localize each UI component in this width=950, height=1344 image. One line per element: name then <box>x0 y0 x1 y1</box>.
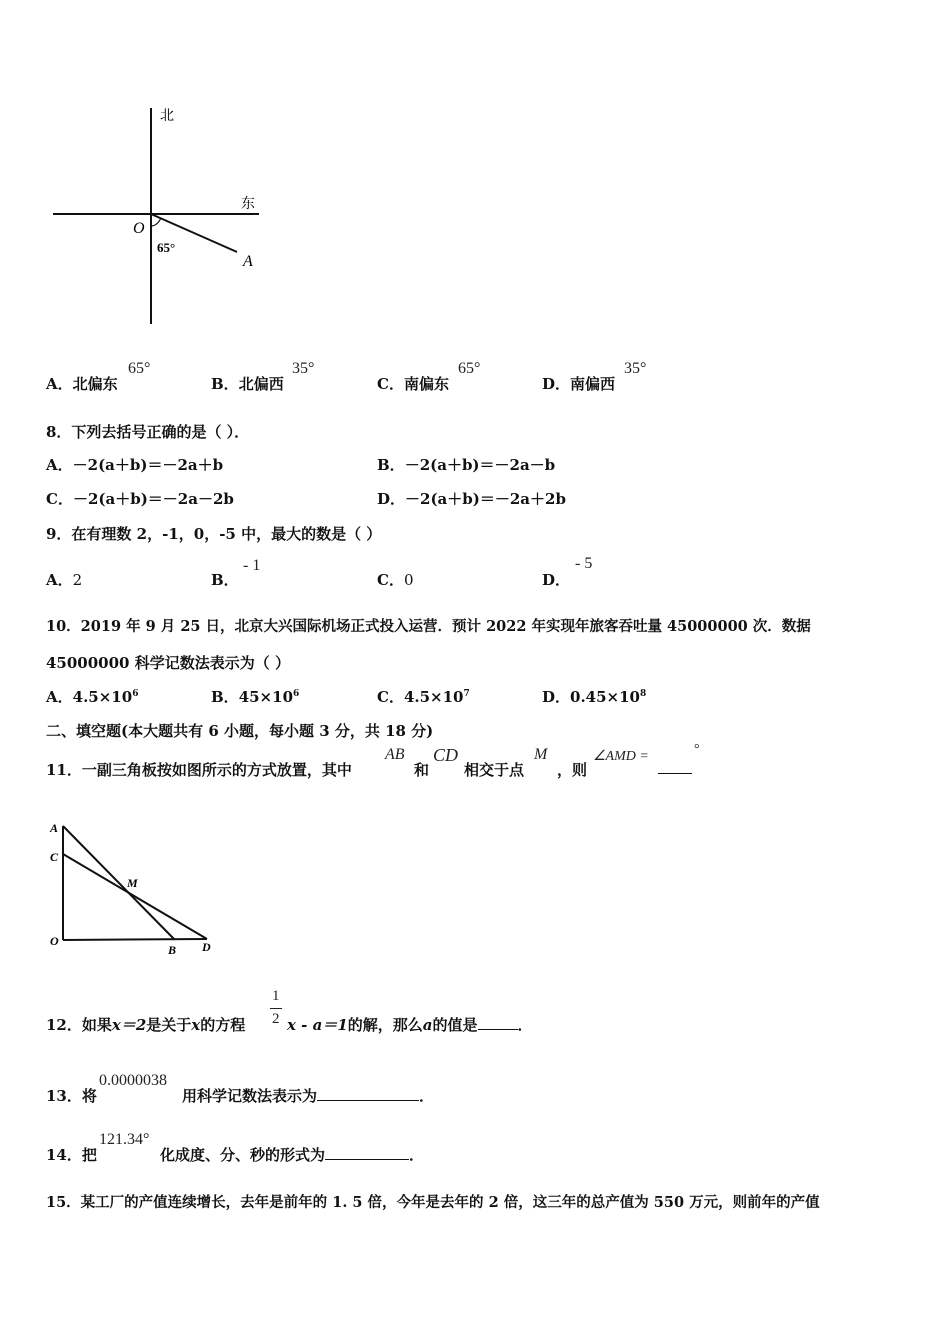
option-exp: 6 <box>293 689 300 699</box>
q12-prefix: 12．如果 <box>46 1016 112 1034</box>
q14-rest <box>160 1144 424 1165</box>
q12-eq-rest: x - a＝1 <box>287 1016 348 1034</box>
q9-stem: 9．在有理数 2，-1，0，-5 中，最大的数是（ ） <box>46 525 382 543</box>
q9-option-c[interactable] <box>377 569 414 590</box>
q11-degree: ° <box>694 742 700 757</box>
q12-var-x: x <box>191 1016 201 1034</box>
option-exp: 7 <box>463 689 470 699</box>
option-text: 2 <box>72 571 83 589</box>
option-base: 4.5×10 <box>403 688 464 706</box>
option-base: 0.45×10 <box>570 688 640 706</box>
option-text: －2(a＋b)＝－2a－2b <box>72 490 234 508</box>
q12-rest <box>287 1014 533 1035</box>
compass-figure <box>45 100 275 340</box>
q13-prefix: 13．将 <box>46 1087 97 1105</box>
label-b: B <box>168 943 177 957</box>
label-m: M <box>127 876 138 890</box>
option-text: 南偏西 <box>570 375 616 393</box>
q13-suffix: 用科学记数法表示为 <box>182 1087 318 1105</box>
q11-prefix: 11．一副三角板按如图所示的方式放置，其中 <box>46 761 352 779</box>
q7-option-d[interactable] <box>542 373 615 394</box>
option-text: 北偏东 <box>72 375 118 393</box>
option-letter: B． <box>211 375 239 393</box>
q10-option-a[interactable] <box>46 686 138 707</box>
q12 <box>46 1014 245 1035</box>
q12-suffix1: 的解，那么 <box>347 1016 423 1034</box>
q11-and: 和 <box>414 761 430 779</box>
q14-answer-blank[interactable] <box>325 1145 409 1160</box>
option-letter: D． <box>542 688 571 706</box>
option-letter: A． <box>46 375 73 393</box>
option-text: －2(a＋b)＝－2a＋2b <box>405 490 566 508</box>
option-letter: D． <box>377 490 406 508</box>
q12-condition: x＝2 <box>111 1016 147 1034</box>
q11-cd: CD <box>433 745 459 765</box>
option-letter: B． <box>211 571 239 589</box>
option-text: 南偏东 <box>403 375 449 393</box>
label-c: C <box>50 850 59 864</box>
q12-frac-den: 2 <box>272 1011 280 1027</box>
angle-label: 65° <box>157 240 176 255</box>
q7-option-b-value: 35° <box>292 360 315 377</box>
option-text: －2(a＋b)＝－2a－b <box>404 456 556 474</box>
q14-end: ． <box>409 1146 425 1164</box>
q15-text: 15．某工厂的产值连续增长，去年是前年的 1. 5 倍，今年是去年的 2 倍，这三年的总产值为 550 万元，则前年的产值 <box>46 1194 820 1211</box>
q12-var-a: a <box>422 1016 433 1034</box>
point-a-label: A <box>243 253 253 270</box>
section-heading: 二、填空题(本大题共有 6 小题，每小题 3 分，共 18 分) <box>46 722 434 740</box>
option-letter: B． <box>211 688 239 706</box>
q7-option-a[interactable] <box>46 373 118 394</box>
q8-option-b[interactable] <box>377 454 555 475</box>
east-label: 东 <box>241 197 255 212</box>
label-a: A <box>50 821 59 835</box>
q10-line1: 10．2019 年 9 月 25 日，北京大兴国际机场正式投入运营．预计 2022 年实现年旅客吞吐量 45000000 次．数据 <box>46 618 811 635</box>
line-ab <box>63 826 174 939</box>
q12-frac-num: 1 <box>272 988 280 1004</box>
q7-option-c-value: 65° <box>458 360 481 377</box>
q13-end: ． <box>419 1087 435 1105</box>
q12-end: ． <box>517 1016 533 1034</box>
option-letter: A． <box>46 456 73 474</box>
q12-eq-prefix: 的方程 <box>200 1016 246 1034</box>
q9-option-a[interactable] <box>46 569 82 590</box>
option-exp: 6 <box>132 689 139 699</box>
q10-option-b[interactable] <box>211 686 299 707</box>
option-base: 4.5×10 <box>72 688 133 706</box>
q12-frac-bar <box>270 1008 282 1009</box>
origin-label: O <box>133 220 145 237</box>
q12-mid: 是关于 <box>146 1016 192 1034</box>
option-letter: D． <box>542 571 571 589</box>
option-letter: A． <box>46 688 73 706</box>
q11-then: ，则 <box>557 761 588 779</box>
q8-option-d[interactable] <box>377 488 566 509</box>
option-text: 0 <box>403 571 414 589</box>
q11-m: M <box>534 746 548 763</box>
q11-angle: ∠AMD = <box>593 749 649 764</box>
triangle-figure <box>42 815 232 965</box>
option-letter: C． <box>377 375 404 393</box>
q14-suffix: 化成度、分、秒的形式为 <box>160 1146 326 1164</box>
q13-rest <box>182 1085 434 1106</box>
option-letter: B． <box>377 456 405 474</box>
q11-ab: AB <box>385 746 405 763</box>
q7-option-a-value: 65° <box>128 360 151 377</box>
q11-answer-blank[interactable] <box>658 759 692 778</box>
option-text: 北偏西 <box>238 375 284 393</box>
q13-answer-blank[interactable] <box>317 1086 419 1101</box>
q14-prefix: 14．把 <box>46 1146 97 1164</box>
option-letter: A． <box>46 571 73 589</box>
q10-line2: 45000000 科学记数法表示为（ ） <box>46 654 290 672</box>
q12-suffix2: 的值是 <box>432 1016 478 1034</box>
option-letter: C． <box>377 688 404 706</box>
option-exp: 8 <box>640 689 647 699</box>
q7-option-b[interactable] <box>211 373 284 394</box>
option-base: 45×10 <box>238 688 294 706</box>
q8-stem: 8．下列去括号正确的是（ ）． <box>46 423 250 441</box>
q8-option-a[interactable] <box>46 454 223 475</box>
q13-number: 0.0000038 <box>99 1072 167 1089</box>
q8-option-c[interactable] <box>46 488 234 509</box>
north-label: 北 <box>160 109 174 124</box>
q7-option-d-value: 35° <box>624 360 647 377</box>
label-o: O <box>50 934 59 948</box>
q14-number: 121.34° <box>99 1131 150 1148</box>
q9-option-d-value: - 5 <box>575 555 593 572</box>
option-letter: C． <box>46 490 73 508</box>
bottom-edge <box>63 939 207 940</box>
option-letter: C． <box>377 571 404 589</box>
label-d: D <box>202 940 211 954</box>
q10-option-c[interactable] <box>377 686 470 707</box>
q12-answer-blank[interactable] <box>478 1015 518 1030</box>
angle-arc <box>151 218 161 226</box>
q9-option-b[interactable] <box>211 569 239 590</box>
option-text: －2(a＋b)＝－2a＋b <box>72 456 224 474</box>
q10-option-d[interactable] <box>542 686 646 707</box>
q7-option-c[interactable] <box>377 373 449 394</box>
q9-option-b-value: - 1 <box>243 557 261 574</box>
line-cd <box>63 854 207 939</box>
q11-mid: 相交于点 <box>464 761 525 779</box>
q9-option-d[interactable] <box>542 569 570 590</box>
option-letter: D． <box>542 375 571 393</box>
